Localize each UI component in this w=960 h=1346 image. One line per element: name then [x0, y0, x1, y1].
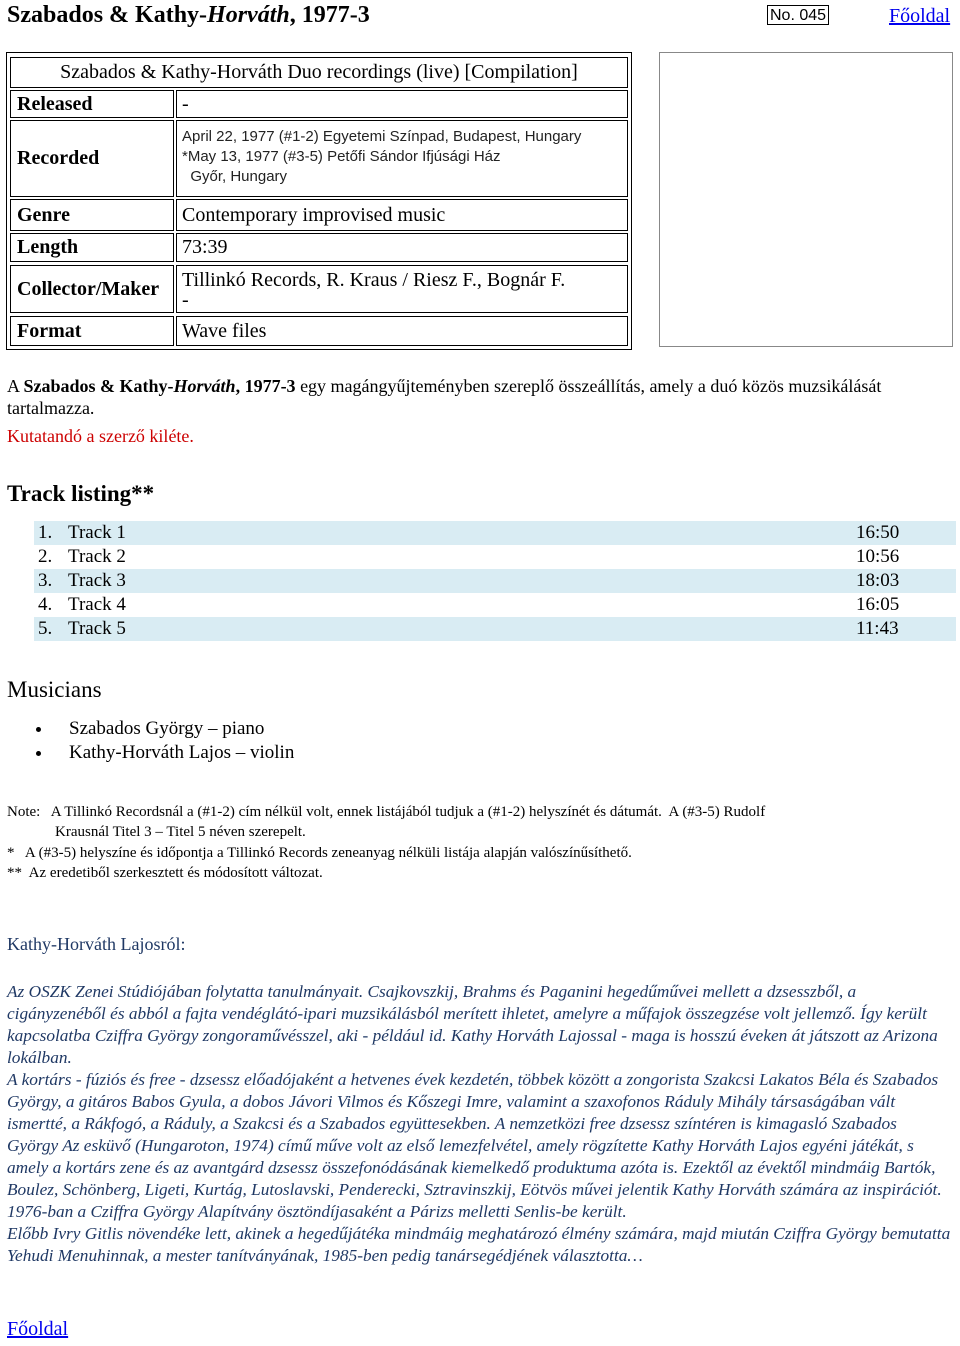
format-label: Format	[10, 316, 174, 346]
bio-paragraph: A kortárs - fúziós és free - dzsessz előadójaként a hetvenes évek kezdetén, többek között a zongorista Szakcsi Lakatos Béla és Szabados György, a gitáros Babos Gyula, a dobos Jávori Vilmos és Kőszegi Imre, valamint a szaxofonos Ráduly Mihály társaságában vált ismertté, a Rákfogó, a Ráduly, a Szakcsi és a Szabados együttesekben. A nemzetközi free dzsessz színtéren is kimagasló Szabados György Az esküvő (Hungaroton, 1974) című műve volt az első lemezfelvétel, amely rögzítette Kathy Horváth Lajos egyéni játékát, s amely a kortárs zene és az avantgárd dzsessz összefonódásának kiemelkedő produktuma azóta is. Ezektől az évektől mindmáig Bartók, Boulez, Schönberg, Ligeti, Kurtág, Lutoslavski, Penderecki, Sztravinszkij, Eötvös művei jelentik Kathy Horváth számára az inspirációt.	[7, 1070, 942, 1199]
bullet-icon	[36, 727, 41, 732]
title-text: Szabados & Kathy-	[7, 2, 208, 28]
home-link[interactable]: Főoldal	[889, 5, 951, 27]
info-table-heading: Szabados & Kathy-Horváth Duo recordings (live) [Compilation]	[10, 57, 628, 88]
recorded-label: Recorded	[10, 120, 174, 197]
recorded-line: Győr, Hungary	[182, 168, 288, 185]
track-number: 2.	[38, 546, 53, 567]
musicians-heading: Musicians	[7, 677, 102, 702]
note-line: Krausnál Titel 3 – Titel 5 néven szerepelt.	[55, 824, 306, 840]
note-line: Note: A Tillinkó Recordsnál a (#1-2) cím nélkül volt, ennek listájából tudjuk a (#1-2) helyszínét és dátumát. A (#3-5) Rudolf	[7, 804, 766, 820]
intro-title-text: Szabados & Kathy-	[23, 376, 174, 396]
track-name: Track 1	[68, 522, 126, 543]
cover-image-placeholder	[659, 52, 953, 347]
intro-title	[24, 376, 296, 396]
recorded-value	[176, 120, 628, 197]
track-time: 16:05	[856, 594, 900, 615]
track-number: 1.	[38, 522, 53, 543]
track-name: Track 2	[68, 546, 126, 567]
bio-text	[7, 981, 952, 1267]
page-title	[7, 0, 370, 30]
bio-paragraph: Az OSZK Zenei Stúdiójában folytatta tanulmányait. Csajkovszkij, Brahms és Paganini hegedűművei mellett a dzsesszből, a cigányzenéből és abból a fajta vendéglátó-ipari muzsikálásból merített ihletet, amelyre a műfajok összegzése volt jellemző. Így került kapcsolatba Cziffra György zongoraművésszel, aki - például id. Kathy Horváth Lajossal - maga is hosszú éveken át játszott az Arizona lokálban.	[7, 982, 938, 1067]
record-number-box: No. 045	[767, 5, 829, 25]
track-time: 16:50	[856, 522, 900, 543]
intro-title-italic: Horváth	[173, 376, 236, 396]
released-label: Released	[10, 90, 174, 118]
bullet-icon	[36, 751, 41, 756]
bio-paragraph: 1976-ban a Cziffra György Alapítvány ösztöndíjasaként a Párizs melletti Senlis-be került.	[7, 1202, 627, 1221]
musician-text: Szabados György – piano	[69, 718, 265, 739]
track-number: 3.	[38, 570, 53, 591]
collector-line: Tillinkó Records, R. Kraus / Riesz F., Bognár F.	[182, 269, 566, 291]
track-time: 11:43	[856, 618, 899, 639]
collector-line: -	[182, 289, 189, 311]
bio-paragraph: Előbb Ivry Gitlis növendéke lett, akinek a hegedűjátéka mindmáig meghatározó élmény számára, majd miután Cziffra György bemutatta Yehudi Menuhinnak, a mester tanítványának, 1985-ben pedig tanársegédjének választotta…	[7, 1224, 951, 1265]
track-number: 5.	[38, 618, 53, 639]
track-name: Track 3	[68, 570, 126, 591]
intro-prefix: A	[7, 376, 24, 396]
track-row	[34, 593, 956, 617]
track-row	[34, 521, 956, 545]
intro-paragraph	[7, 375, 952, 419]
format-value: Wave files	[176, 316, 628, 346]
length-value: 73:39	[176, 233, 628, 262]
track-name: Track 4	[68, 594, 126, 615]
title-rest-text: , 1977-3	[289, 2, 370, 28]
track-name: Track 5	[68, 618, 126, 639]
recorded-line: April 22, 1977 (#1-2) Egyetemi Színpad, Budapest, Hungary	[182, 128, 582, 145]
title-italic-text: Horváth	[207, 2, 290, 28]
track-number: 4.	[38, 594, 53, 615]
musician-item	[32, 741, 294, 765]
track-list	[34, 521, 956, 641]
musician-item	[32, 717, 294, 741]
intro-title-rest: , 1977-3	[235, 376, 296, 396]
track-row	[34, 545, 956, 569]
collector-value	[176, 265, 628, 313]
length-label: Length	[10, 233, 174, 262]
collector-label: Collector/Maker	[10, 265, 174, 313]
track-row	[34, 617, 956, 641]
track-row	[34, 569, 956, 593]
track-listing-heading: Track listing**	[7, 481, 155, 506]
recorded-line: *May 13, 1977 (#3-5) Petőfi Sándor Ifjúsági Ház	[182, 148, 501, 165]
released-value: -	[176, 90, 628, 118]
musicians-list	[32, 717, 294, 765]
bio-heading: Kathy-Horváth Lajosról:	[7, 934, 186, 954]
research-note: Kutatandó a szerző kiléte.	[7, 426, 194, 446]
musician-text: Kathy-Horváth Lajos – violin	[69, 742, 295, 763]
track-time: 18:03	[856, 570, 900, 591]
note-line: ** Az eredetiből szerkesztett és módosított változat.	[7, 865, 323, 881]
footer-home-link[interactable]: Főoldal	[7, 1318, 69, 1340]
track-time: 10:56	[856, 546, 900, 567]
intro-text: egy magángyűjteményben szereplő összeállítás, amely a duó közös muzsikálását tartalmazza.	[7, 376, 882, 418]
genre-value: Contemporary improvised music	[176, 199, 628, 231]
note-line: * A (#3-5) helyszíne és időpontja a Tillinkó Records zeneanyag nélküli listája alapján valószínűsíthető.	[7, 845, 632, 861]
genre-label: Genre	[10, 199, 174, 231]
